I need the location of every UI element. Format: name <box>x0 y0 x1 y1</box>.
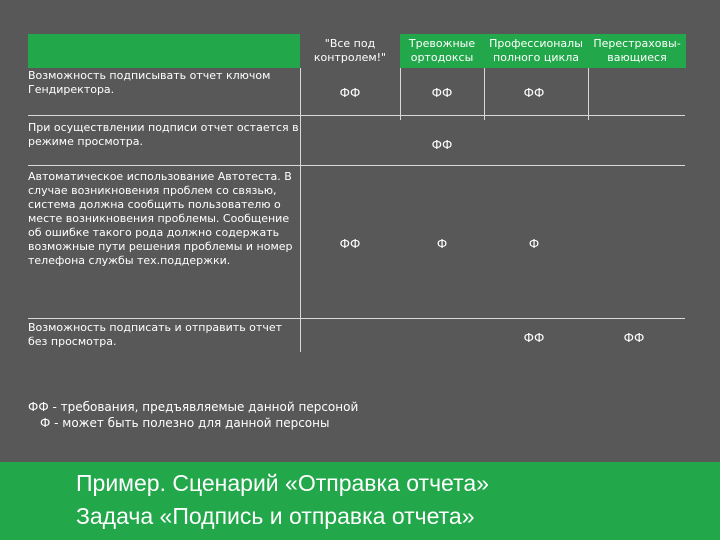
requirement-mark: Ф <box>528 237 540 251</box>
requirement-mark: ФФ <box>431 138 453 152</box>
slide-title-line1: Пример. Сценарий «Отправка отчета» <box>76 470 489 496</box>
table-row-divider <box>28 318 685 319</box>
requirement-mark: ФФ <box>523 86 545 100</box>
column-header-perestrakhovyvayushchiesya: Перестраховы-вающиеся <box>593 37 681 64</box>
table-row-divider <box>28 115 685 116</box>
requirement-mark: ФФ <box>339 86 361 100</box>
table-divider-vertical <box>400 68 401 120</box>
column-header-vse-pod-kontrolem: "Все под контролем!" <box>313 37 387 64</box>
column-header-professionaly: Профессионалы полного цикла <box>489 37 583 64</box>
table-row-label: Автоматическое использование Автотеста. В случае возникновения проблем со связью, система должна сообщить пользователю о месте возникновения проблемы. Сообщение об ошибке такого рода должно содержать возможные пути решения проблемы и номер телефона службы тех.поддержки. <box>28 170 293 267</box>
column-header-trevozhnye-ortodoksy: Тревожные ортодоксы <box>408 37 476 64</box>
legend-useful: Ф - может быть полезно для данной персоны <box>40 416 330 430</box>
table-header-green-left <box>28 34 300 68</box>
legend-required: ФФ - требования, предъявляемые данной персоной <box>28 400 359 414</box>
requirement-mark: ФФ <box>523 331 545 345</box>
table-row-label: Возможность подписывать отчет ключом Гендиректора. <box>28 69 271 96</box>
requirement-mark: Ф <box>436 237 448 251</box>
table-row-divider <box>28 165 685 166</box>
slide-title-line2: Задача «Подпись и отправка отчета» <box>76 503 475 529</box>
table-divider-vertical <box>484 68 485 120</box>
table-row-label: При осуществлении подписи отчет остается в режиме просмотра. <box>28 121 299 148</box>
requirement-mark: ФФ <box>431 86 453 100</box>
table-row-label: Возможность подписать и отправить отчет без просмотра. <box>28 321 282 348</box>
requirement-mark: ФФ <box>339 237 361 251</box>
table-divider-vertical <box>588 68 589 120</box>
requirement-mark: ФФ <box>623 331 645 345</box>
table-divider-vertical <box>300 68 301 352</box>
